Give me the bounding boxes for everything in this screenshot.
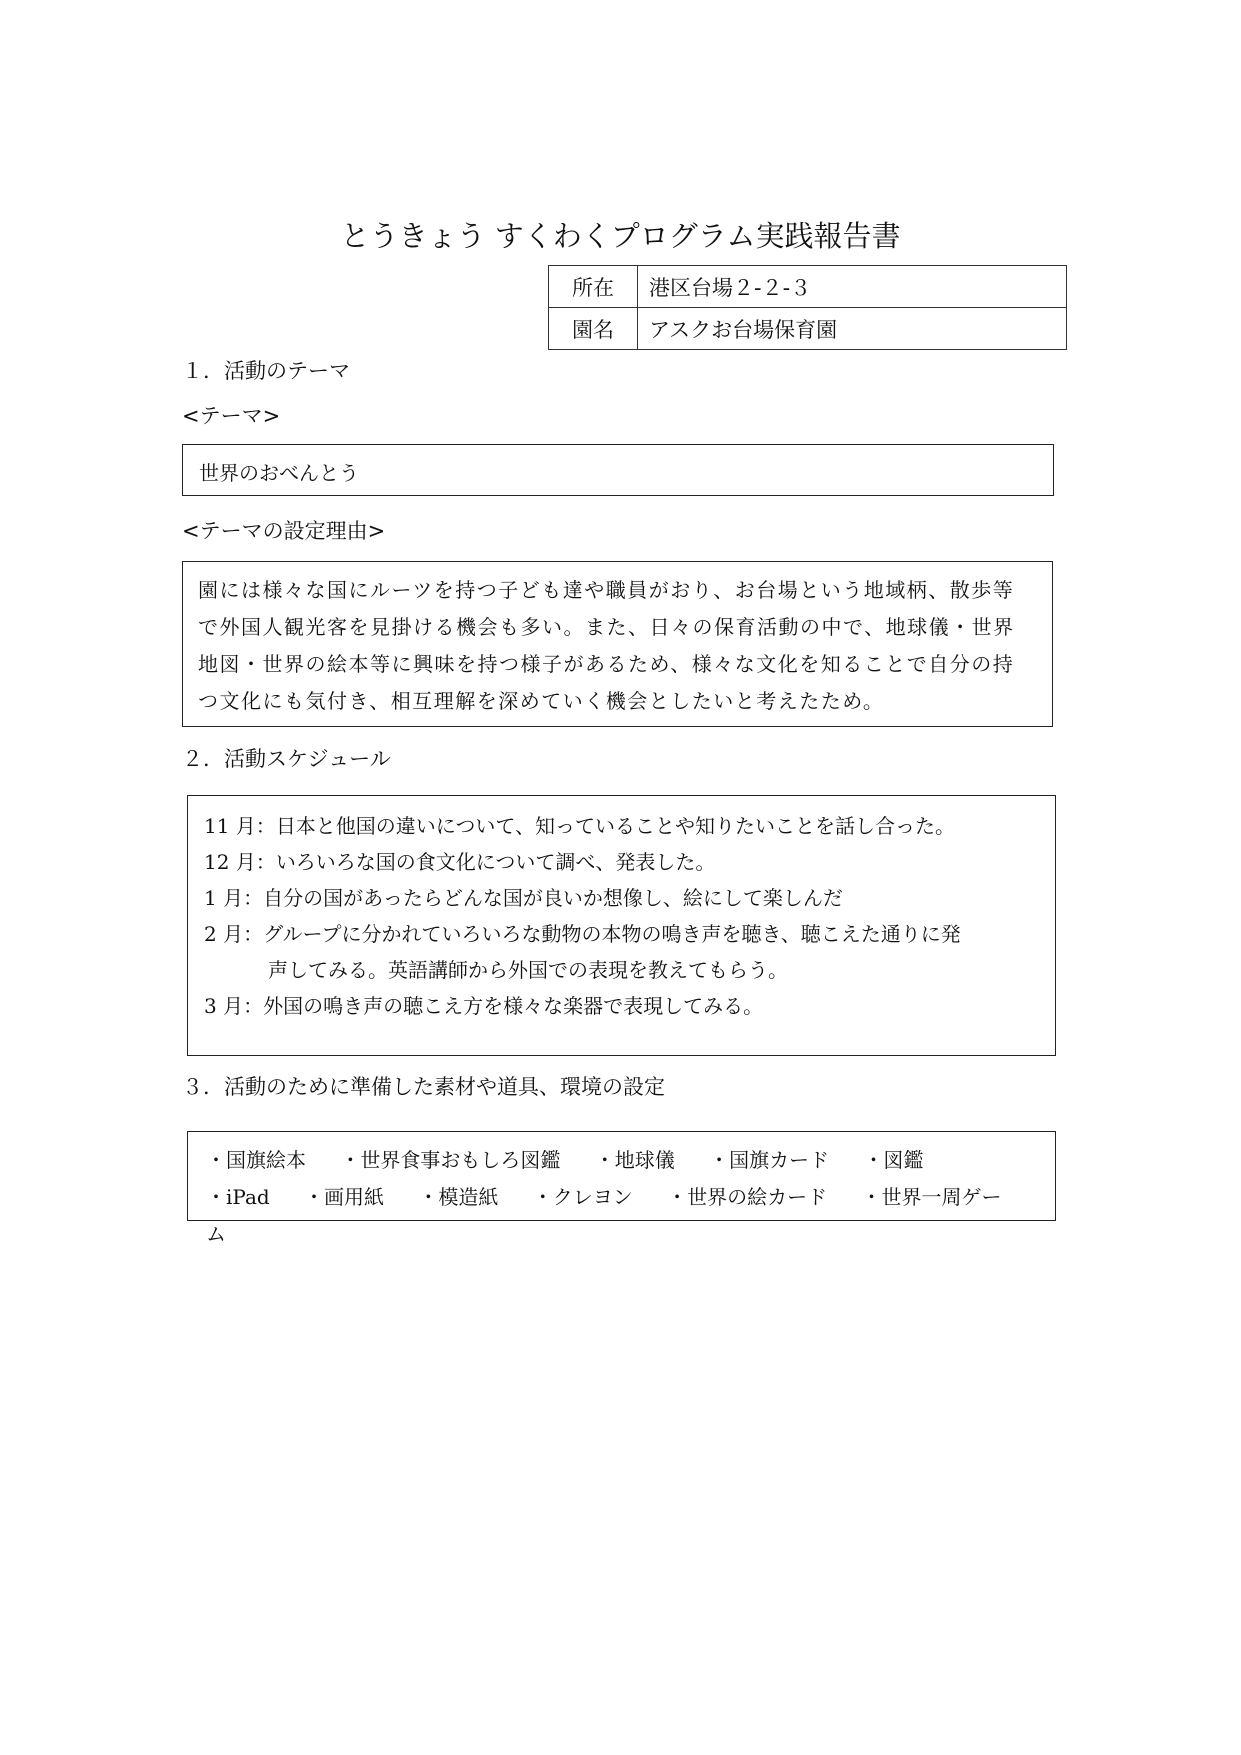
material-item: ・世界の絵カード: [667, 1185, 828, 1209]
schedule-month: 3 月：: [204, 994, 264, 1018]
material-item: ・地球儀: [594, 1148, 675, 1172]
material-item: ・世界食事おもしろ図鑑: [340, 1148, 561, 1172]
reason-line: で外国人観光客を見掛ける機会も多い。また、日々の保育活動の中で、地球儀・世界: [198, 615, 1015, 639]
schedule-continuation: 声してみる。英語講師から外国での表現を教えてもらう。: [268, 958, 788, 982]
material-item: ・画用紙: [304, 1185, 385, 1209]
reason-line: 園には様々な国にルーツを持つ子ども達や職員がおり、お台場という地域柄、散歩等: [198, 578, 1015, 602]
materials-line: [206, 1179, 1037, 1253]
section3-heading: ３．活動のために準備した素材や道具、環境の設定: [182, 1075, 665, 1099]
info-row-name: [549, 308, 1067, 350]
info-row-location: [549, 266, 1067, 308]
location-label: 所在: [549, 266, 638, 308]
theme-label: <テーマ>: [182, 404, 281, 428]
schedule-month: 11 月：: [204, 814, 276, 838]
schedule-text: 外国の鳴き声の聴こえ方を様々な楽器で表現してみる。: [263, 994, 764, 1018]
schedule-text: いろいろな国の食文化について調べ、発表した。: [275, 850, 716, 874]
schedule-row: [204, 808, 1039, 844]
materials-box: [187, 1131, 1056, 1246]
section2-heading: ２．活動スケジュール: [182, 747, 391, 771]
materials-line: [206, 1142, 1037, 1179]
schedule-row: [204, 844, 1039, 880]
info-table: [548, 265, 1067, 350]
material-item: ・国旗絵本: [206, 1148, 306, 1172]
schedule-row: [204, 988, 1039, 1024]
name-value: アスクお台場保育園: [638, 308, 1067, 350]
reason-box: [182, 561, 1053, 727]
schedule-text: 自分の国があったらどんな国が良いか想像し、絵にして楽しんだ: [263, 886, 843, 910]
schedule-row: [204, 916, 1039, 952]
page-title: とうきょう すくわくプログラム実践報告書: [340, 219, 901, 253]
material-item: ・国旗カード: [709, 1148, 830, 1172]
theme-text: 世界のおべんとう: [199, 461, 359, 485]
reason-label: <テーマの設定理由>: [182, 519, 386, 543]
theme-box: [182, 444, 1054, 496]
reason-line: つ文化にも気付き、相互理解を深めていく機会としたいと考えたため。: [198, 689, 885, 713]
schedule-text: 日本と他国の違いについて、知っていることや知りたいことを話し合った。: [275, 814, 956, 838]
schedule-month: 12 月：: [204, 850, 276, 874]
schedule-month: 1 月：: [204, 886, 264, 910]
material-item: ・iPad: [206, 1185, 270, 1209]
reason-line: 地図・世界の絵本等に興味を持つ様子があるため、様々な文化を知ることで自分の持: [198, 652, 1015, 676]
schedule-box: [187, 795, 1056, 1056]
material-item: ・世界一周ゲーム: [206, 1185, 1002, 1246]
name-label: 園名: [549, 308, 638, 350]
material-item: ・クレヨン: [532, 1185, 633, 1209]
schedule-month: 2 月：: [204, 922, 264, 946]
schedule-text: グループに分かれていろいろな動物の本物の鳴き声を聴き、聴こえた通りに発: [263, 922, 961, 946]
section1-heading: １．活動のテーマ: [182, 359, 350, 383]
material-item: ・図鑑: [863, 1148, 924, 1172]
material-item: ・模造紙: [418, 1185, 499, 1209]
location-value: 港区台場２-２-３: [638, 266, 1067, 308]
schedule-row: [204, 880, 1039, 916]
